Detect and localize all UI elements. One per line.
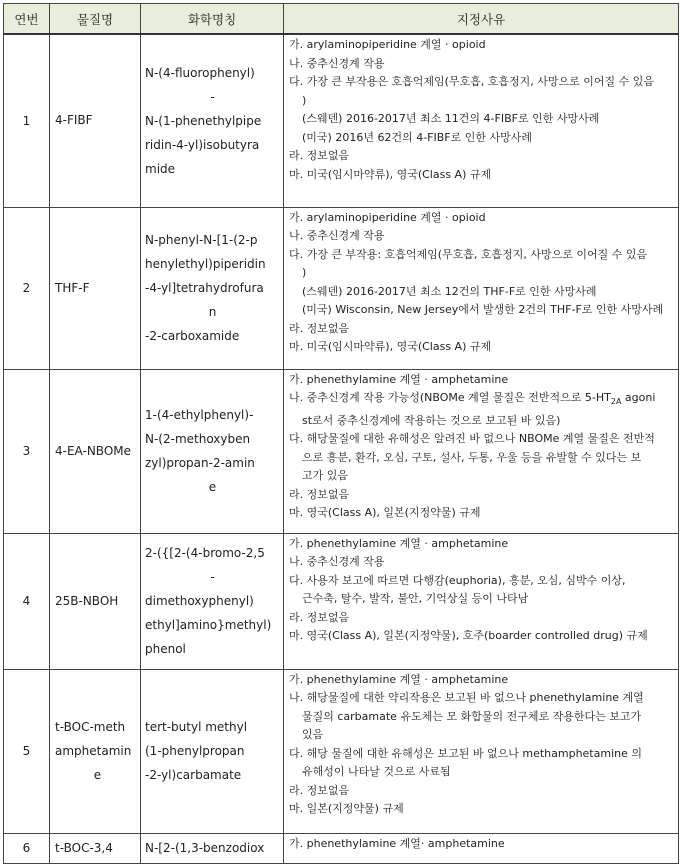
row-substance: t-BOC-meth amphetamin e	[50, 669, 141, 833]
table-row	[4, 369, 679, 533]
row-no: 4	[4, 533, 50, 669]
table-header-row	[4, 4, 679, 35]
row-reason: 가. arylaminopiperidine 계열 · opioid 나. 중추신경계 작용 다. 가장 큰 부작용은 호흡억제임(무호흡, 호흡정지, 사망으로 이어질 수 있음 ) (스웨덴) 2016-2017년 최소 11건의 4-FIBF로 인한 사망사례 (미국) 2016년 62건의 4-FIBF로 인한 사망사례 라. 정보없음 마. 미국(임시마약류), 영국(Class A) 규제	[284, 34, 679, 207]
header-reason: 지정사유	[284, 4, 679, 35]
header-substance: 물질명	[50, 4, 141, 35]
row-no: 1	[4, 34, 50, 207]
row-no: 5	[4, 669, 50, 833]
row-reason: 가. phenethylamine 계열 · amphetamine 나. 중추신경계 작용 가능성(NBOMe 계열 물질은 전반적으로 $5-HT_{2A}$ agoni st로서 중추신경계에 작용하는 것으로 보고된 바 있음) 다. 해당물질에 대한 유해성은 알려진 바 없으나 NBOMe 계열 물질은 전반적 으로 흥분, 환각, 오심, 구토, 설사, 두통, 우울 등을 유발할 수 있다는 보 고가 있음 라. 정보없음 마. 영국(Class A), 일본(지정약물) 규제	[284, 369, 679, 533]
row-no: 3	[4, 369, 50, 533]
row-chemical-name: N-[2-(1,3-benzodiox	[141, 833, 284, 863]
row-chemical-name: 1-(4-ethylphenyl)- N-(2-methoxyben zyl)propan-2-amin e	[141, 369, 284, 533]
table-row	[4, 833, 679, 863]
row-substance: t-BOC-3,4	[50, 833, 141, 863]
table-row	[4, 207, 679, 369]
table-row	[4, 533, 679, 669]
row-reason: 가. phenethylamine 계열· amphetamine	[284, 833, 679, 863]
table-row	[4, 669, 679, 833]
reason-line-5ht2a: 나. 중추신경계 작용 가능성(NBOMe 계열 물질은 전반적으로 $5-HT_{2A}$ agoni	[289, 391, 656, 407]
header-no: 연번	[4, 4, 50, 35]
header-chemical: 화학명칭	[141, 4, 284, 35]
row-substance: 4-EA-NBOMe	[50, 369, 141, 533]
row-substance: THF-F	[50, 207, 141, 369]
row-chemical-name: tert-butyl methyl (1-phenylpropan -2-yl)carbamate	[141, 669, 284, 833]
row-chemical-name: 2-({[2-(4-bromo-2,5 - dimethoxyphenyl) ethyl]amino}methyl) phenol	[141, 533, 284, 669]
row-chemical-name: N-(4-fluorophenyl) - N-(1-phenethylpipe ridin-4-yl)isobutyra mide	[141, 34, 284, 207]
substance-table	[3, 3, 679, 864]
row-reason: 가. phenethylamine 계열 · amphetamine 나. 중추신경계 작용 다. 사용자 보고에 따르면 다행감(euphoria), 흥분, 오심, 심박수 이상, 근수축, 탈수, 발작, 불안, 기억상실 등이 나타남 라. 정보없음 마. 영국(Class A), 일본(지정약물), 호주(boarder controlled drug) 규제	[284, 533, 679, 669]
row-reason: 가. arylaminopiperidine 계열 · opioid 나. 중추신경계 작용 다. 가장 큰 부작용: 호흡억제임(무호흡, 호흡정지, 사망으로 이어질 수 있음 ) (스웨덴) 2016-2017년 최소 12건의 THF-F로 인한 사망사례 (미국) Wisconsin, New Jersey에서 발생한 2건의 THF-F로 인한 사망사례 라. 정보없음 마. 미국(임시마약류), 영국(Class A) 규제	[284, 207, 679, 369]
row-substance: 25B-NBOH	[50, 533, 141, 669]
table-row	[4, 34, 679, 207]
row-no: 6	[4, 833, 50, 863]
row-chemical-name: N-phenyl-N-[1-(2-p henylethyl)piperidin -4-yl]tetrahydrofura n -2-carboxamide	[141, 207, 284, 369]
row-reason: 가. phenethylamine 계열 · amphetamine 나. 해당물질에 대한 약리작용은 보고된 바 없으나 phenethylamine 계열 물질의 carbamate 유도체는 모 화합물의 전구체로 작용한다는 보고가 있음 다. 해당 물질에 대한 유해성은 보고된 바 없으나 methamphetamine 의 유해성이 나타날 것으로 사료됨 라. 정보없음 마. 일본(지정약물) 규제	[284, 669, 679, 833]
row-no: 2	[4, 207, 50, 369]
row-substance: 4-FIBF	[50, 34, 141, 207]
